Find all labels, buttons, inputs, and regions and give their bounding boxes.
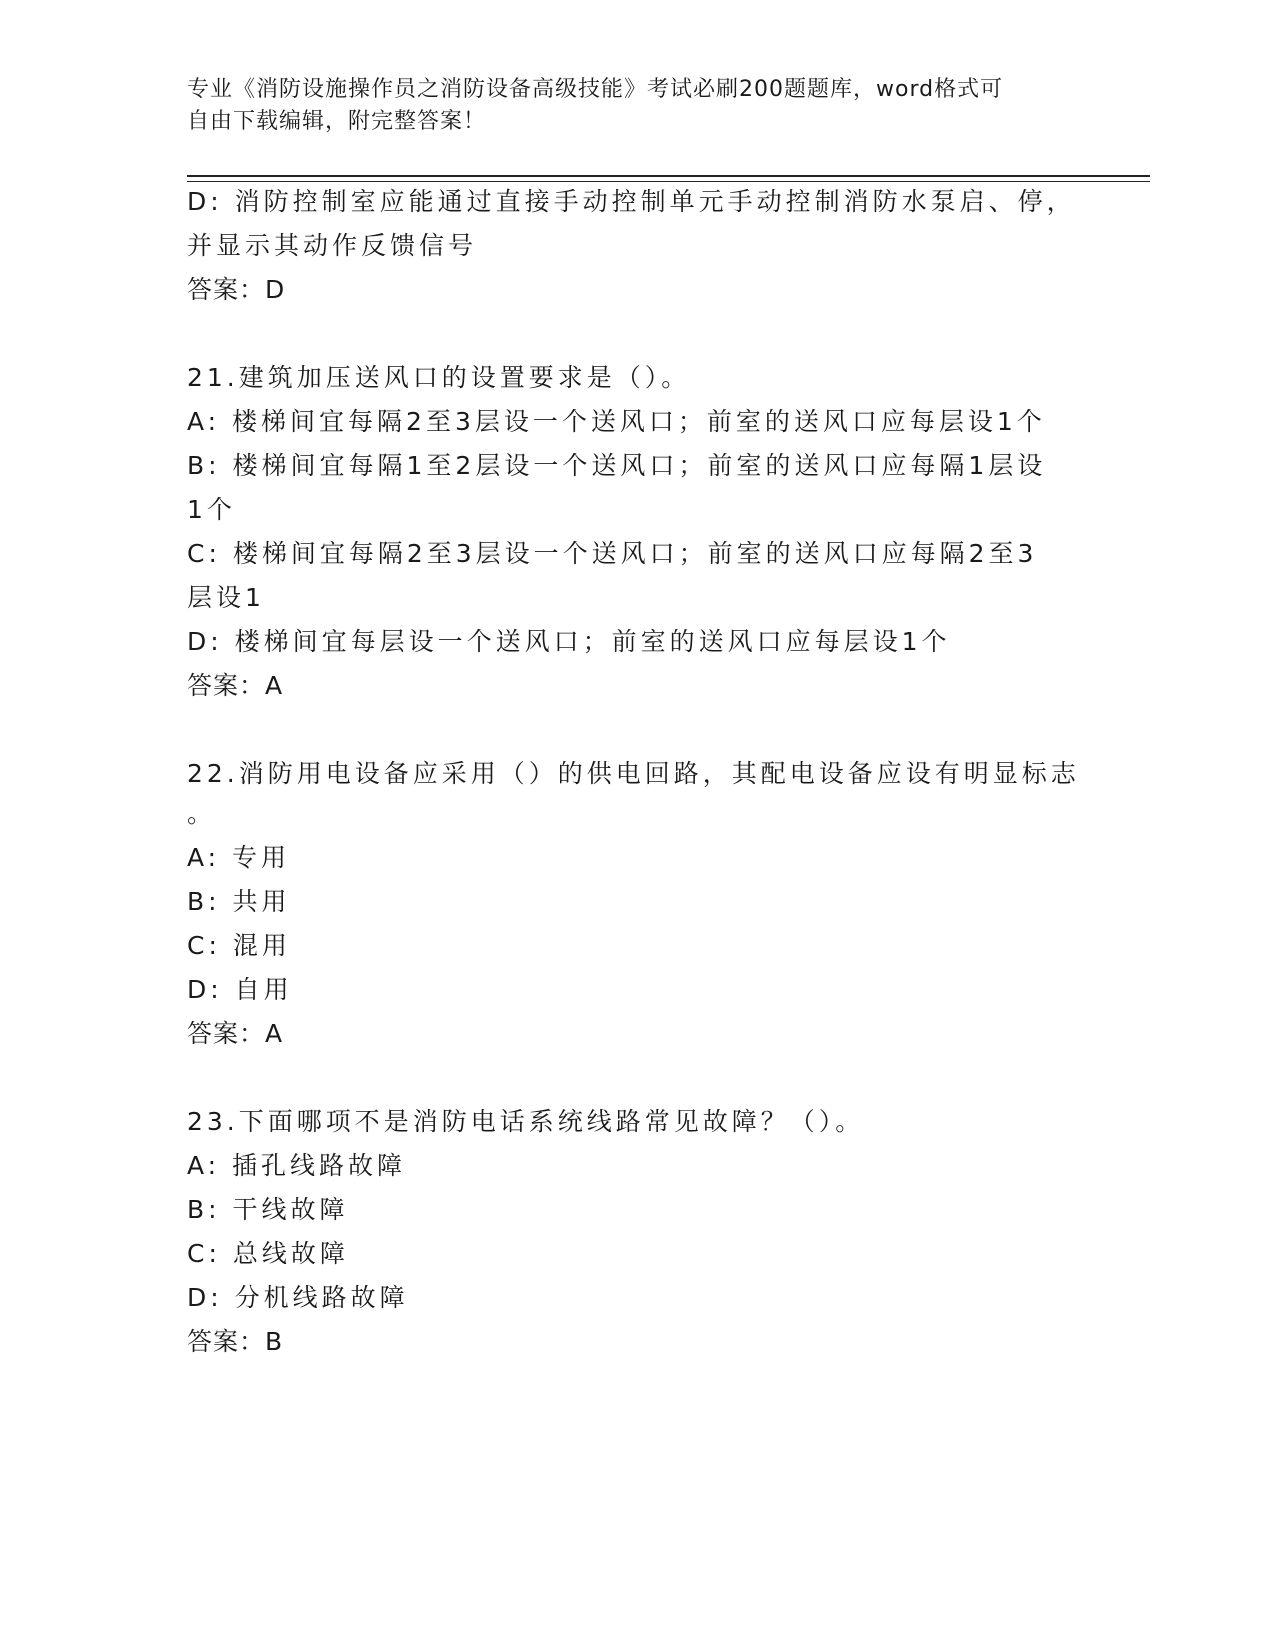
q23-answer: 答案：B [187, 1327, 284, 1356]
q23-option-a: A: 插孔线路故障 [187, 1151, 407, 1180]
q23-option-c: C: 总线故障 [187, 1239, 349, 1268]
header-line-2: 自由下载编辑，附完整答案！ [187, 109, 487, 134]
document-header [187, 74, 1087, 138]
q21-answer: 答案：A [187, 671, 284, 700]
prev-option-d-line-1: D: 消防控制室应能通过直接手动控制单元手动控制消防水泵启、停， [187, 187, 1076, 216]
q22-option-c: C: 混用 [187, 931, 291, 960]
q22-answer: 答案：A [187, 1019, 284, 1048]
q22-option-d: D: 自用 [187, 975, 293, 1004]
prev-answer: 答案：D [187, 275, 286, 304]
prev-option-d-line-2: 并显示其动作反馈信号 [187, 231, 478, 260]
q23-option-d: D: 分机线路故障 [187, 1283, 409, 1312]
q21-option-c-line-1: C: 楼梯间宜每隔2至3层设一个送风口；前室的送风口应每隔2至3 [187, 539, 1038, 568]
q21-option-b-line-2: 1个 [187, 495, 236, 524]
q21-option-c-line-2: 层设1 [187, 583, 265, 612]
header-divider-thick [187, 175, 1150, 177]
q21-option-a: A: 楼梯间宜每隔2至3层设一个送风口；前室的送风口应每层设1个 [187, 407, 1046, 436]
header-divider-thin [187, 181, 1150, 182]
q22-stem-line-1: 22.消防用电设备应采用（）的供电回路，其配电设备应设有明显标志 [187, 759, 1080, 788]
q23-option-b: B: 干线故障 [187, 1195, 349, 1224]
q21-option-d: D: 楼梯间宜每层设一个送风口；前室的送风口应每层设1个 [187, 627, 951, 656]
q22-option-b: B: 共用 [187, 887, 291, 916]
q21-stem: 21.建筑加压送风口的设置要求是（）。 [187, 363, 691, 392]
q22-stem-line-2: 。 [187, 799, 217, 828]
q23-stem: 23.下面哪项不是消防电话系统线路常见故障？（）。 [187, 1107, 865, 1136]
q22-option-a: A: 专用 [187, 843, 291, 872]
header-line-1: 专业《消防设施操作员之消防设备高级技能》考试必刷200题题库，word格式可 [187, 77, 1004, 102]
q21-option-b-line-1: B: 楼梯间宜每隔1至2层设一个送风口；前室的送风口应每隔1层设 [187, 451, 1047, 480]
